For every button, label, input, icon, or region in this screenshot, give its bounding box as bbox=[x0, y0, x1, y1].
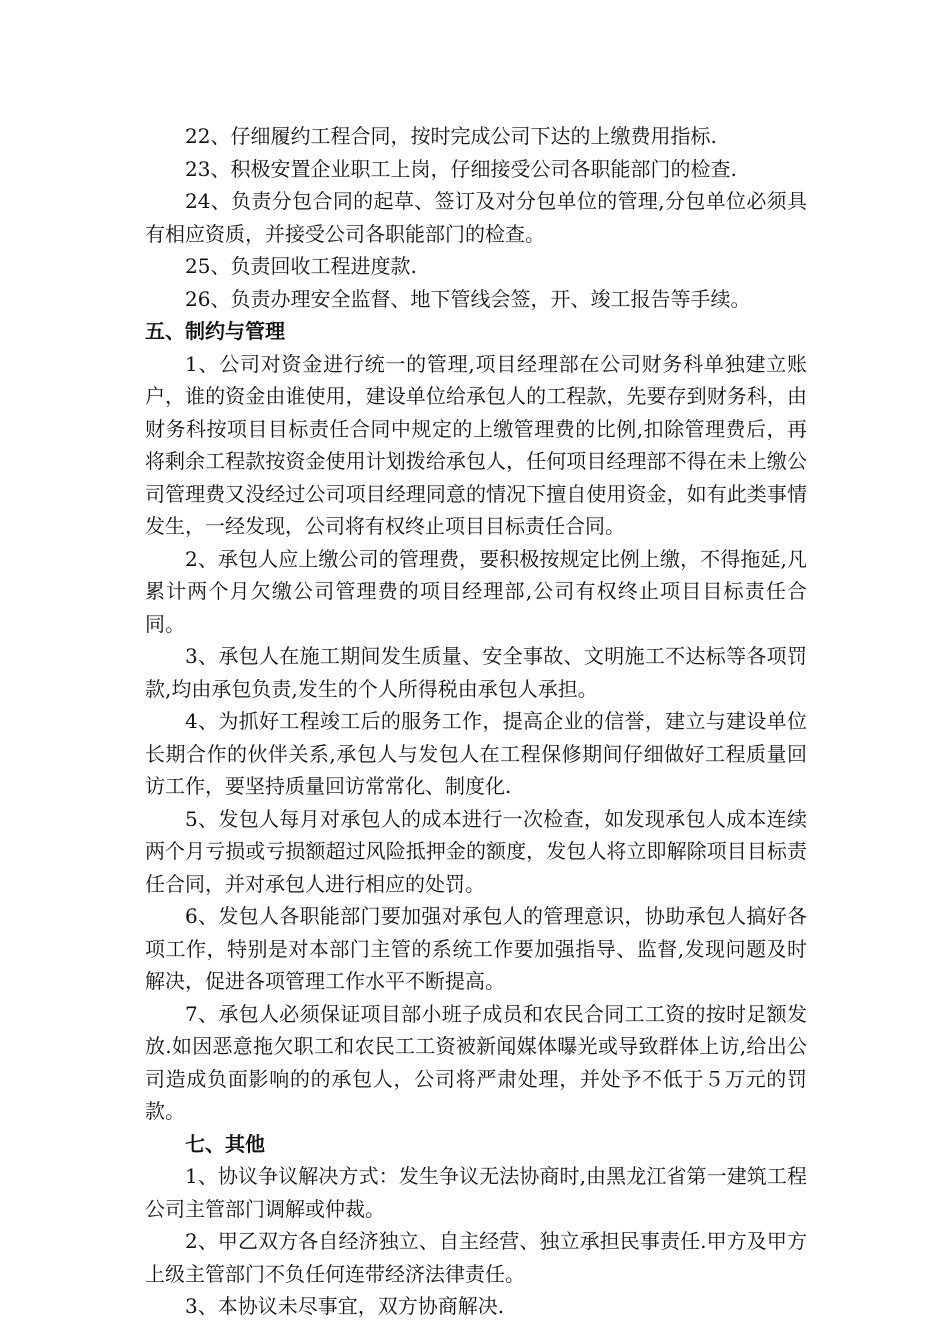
constraint-clause-7: 7、承包人必须保证项目部小班子成员和农民合同工工资的按时足额发放.如因恶意拖欠职工和农民工工资被新闻媒体曝光或导致群体上访,给出公司造成负面影响的的承包人，公司将严肃处理，并处予不低于５万元的罚款。 bbox=[145, 1001, 807, 1123]
constraint-clause-5: 5、发包人每月对承包人的成本进行一次检查，如发现承包人成本连续两个月亏损或亏损额超过风险抵押金的额度，发包人将立即解除项目目标责任合同，并对承包人进行相应的处罚。 bbox=[145, 806, 807, 896]
document-body bbox=[145, 120, 807, 1323]
clause-22: 22、仔细履约工程合同，按时完成公司下达的上缴费用指标. bbox=[185, 124, 717, 148]
constraint-clause-1: 1、公司对资金进行统一的管理,项目经理部在公司财务科单独建立账户，谁的资金由谁使用，建设单位给承包人的工程款，先要存到财务科，由财务科按项目目标责任合同中规定的上缴管理费的比例,扣除管理费后，再将剩余工程款按资金使用计划拨给承包人，任何项目经理部不得在未上缴公司管理费又没经过公司项目经理同意的情况下擅自使用资金，如有此类事情发生，一经发现，公司将有权终止项目目标责任合同。 bbox=[145, 351, 807, 538]
section-heading-constraints: 五、制约与管理 bbox=[145, 319, 285, 343]
clause-26: 26、负责办理安全监督、地下管线会签，开、竣工报告等手续。 bbox=[185, 286, 751, 311]
constraint-clause-6: 6、发包人各职能部门要加强对承包人的管理意识，协助承包人搞好各项工作，特别是对本部门主管的系统工作要加强指导、监督,发现问题及时解决，促进各项管理工作水平不断提高。 bbox=[145, 904, 807, 993]
other-clause-3: 3、本协议未尽事宜，双方协商解决. bbox=[185, 1294, 505, 1318]
other-clause-1: 1、协议争议解决方式：发生争议无法协商时,由黑龙江省第一建筑工程公司主管部门调解或仲裁。 bbox=[145, 1164, 807, 1221]
clause-24: 24、负责分包合同的起草、签订及对分包单位的管理,分包单位必须具有相应资质，并接受公司各职能部门的检查。 bbox=[145, 189, 807, 246]
constraint-clause-4: 4、为抓好工程竣工后的服务工作，提高企业的信誉，建立与建设单位长期合作的伙伴关系,承包人与发包人在工程保修期间仔细做好工程质量回访工作，要坚持质量回访常常化、制度化. bbox=[145, 709, 807, 798]
constraint-clause-3: 3、承包人在施工期间发生质量、安全事故、文明施工不达标等各项罚款,均由承包负责,发生的个人所得税由承包人承担。 bbox=[145, 644, 807, 701]
clause-25: 25、负责回收工程进度款. bbox=[185, 254, 417, 278]
section-heading-other: 七、其他 bbox=[185, 1131, 265, 1156]
clause-23: 23、积极安置企业职工上岗，仔细接受公司各职能部门的检查. bbox=[185, 156, 737, 181]
other-clause-2: 2、甲乙双方各自经济独立、自主经营、独立承担民事责任.甲方及甲方上级主管部门不负任何连带经济法律责任。 bbox=[145, 1229, 807, 1286]
constraint-clause-2: 2、承包人应上缴公司的管理费，要积极按规定比例上缴，不得拖延,凡累计两个月欠缴公司管理费的项目经理部,公司有权终止项目目标责任合同。 bbox=[145, 546, 807, 636]
